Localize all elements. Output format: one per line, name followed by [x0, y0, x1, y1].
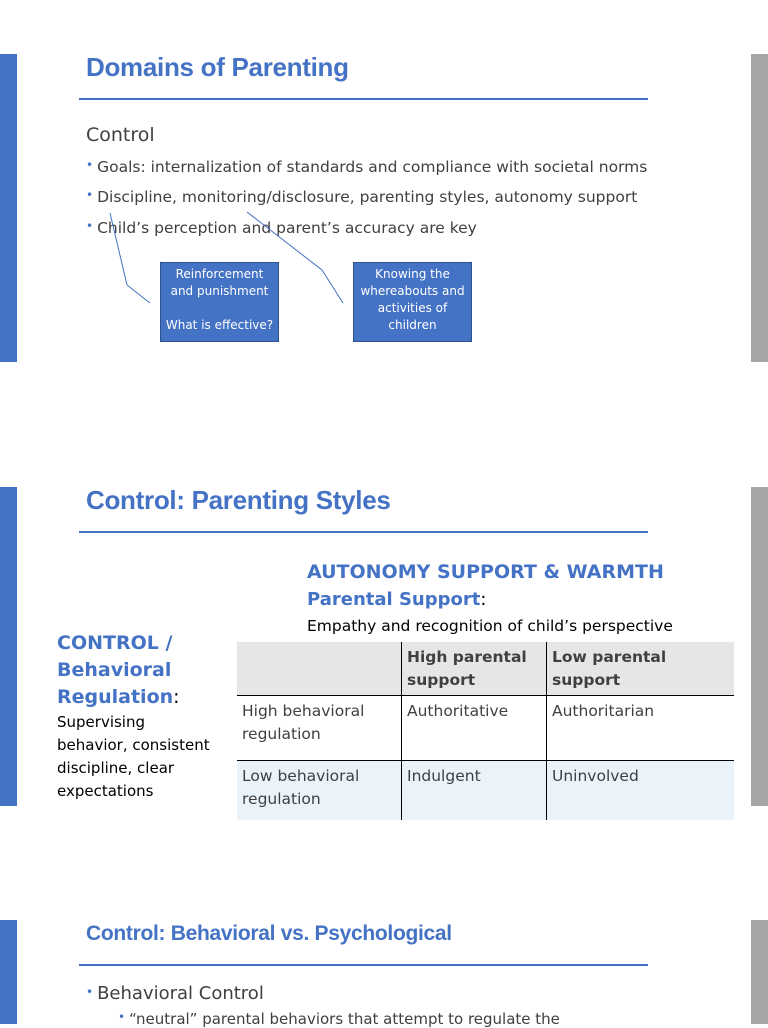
- table-header-cell: High parental support: [402, 642, 547, 696]
- table-cell: Uninvolved: [547, 761, 735, 821]
- autonomy-heading: AUTONOMY SUPPORT & WARMTH: [307, 561, 664, 583]
- table-cell: Authoritarian: [547, 696, 735, 761]
- sub-bullet-item: • “neutral” parental behaviors that attempt to regulate the: [118, 1010, 560, 1028]
- bullet-item: • Child’s perception and parent’s accuracy are key: [86, 219, 477, 237]
- bullet-dot-icon: •: [86, 219, 94, 233]
- callout-box-monitoring: Knowing the whereabouts and activities of children: [353, 262, 472, 342]
- table-cell: Indulgent: [402, 761, 547, 821]
- table-header-row: [237, 642, 734, 696]
- bullet-item: • Behavioral Control: [86, 983, 264, 1004]
- slide-subtitle: Control: [86, 124, 155, 146]
- bullet-dot-icon: •: [86, 985, 94, 999]
- slide-domains-of-parenting: [0, 0, 768, 362]
- callout-box-reinforcement: Reinforcement and punishment What is effective?: [160, 262, 279, 342]
- bullet-dot-icon: •: [86, 188, 94, 202]
- control-heading: CONTROL / Behavioral Regulation:: [57, 632, 180, 708]
- slide-title: Control: Behavioral vs. Psychological: [86, 922, 452, 945]
- table-cell: Authoritative: [402, 696, 547, 761]
- title-underline: [79, 531, 648, 533]
- slide-title: Domains of Parenting: [86, 52, 349, 82]
- table-header-cell: Low parental support: [547, 642, 735, 696]
- slide-accent-bar-left: [0, 487, 17, 806]
- table-row: [237, 696, 734, 761]
- slide-parenting-styles: [0, 434, 768, 806]
- slide-accent-bar-right: [751, 920, 768, 1024]
- callout-line-discipline: [110, 213, 150, 303]
- table-cell: Low behavioral regulation: [237, 761, 402, 821]
- title-underline: [79, 964, 648, 966]
- slide-title: Control: Parenting Styles: [86, 485, 391, 515]
- slide-accent-bar-left: [0, 920, 17, 1024]
- bullet-dot-icon: •: [86, 158, 94, 172]
- parental-support-heading: Parental Support:: [307, 589, 487, 610]
- table-row: [237, 761, 734, 821]
- bullet-item: • Discipline, monitoring/disclosure, parenting styles, autonomy support: [86, 188, 638, 206]
- parenting-styles-table: [237, 642, 734, 820]
- bullet-dot-icon: •: [118, 1010, 126, 1024]
- control-description: Supervising behavior, consistent discipline, clear expectations: [57, 713, 210, 800]
- table-cell: High behavioral regulation: [237, 696, 402, 761]
- slide-accent-bar-right: [751, 487, 768, 806]
- bullet-item: • Goals: internalization of standards and compliance with societal norms: [86, 158, 648, 176]
- slide-behavioral-vs-psychological: [0, 868, 768, 1028]
- parental-support-description: Empathy and recognition of child’s perspective: [307, 617, 673, 635]
- table-header-cell: [237, 642, 402, 696]
